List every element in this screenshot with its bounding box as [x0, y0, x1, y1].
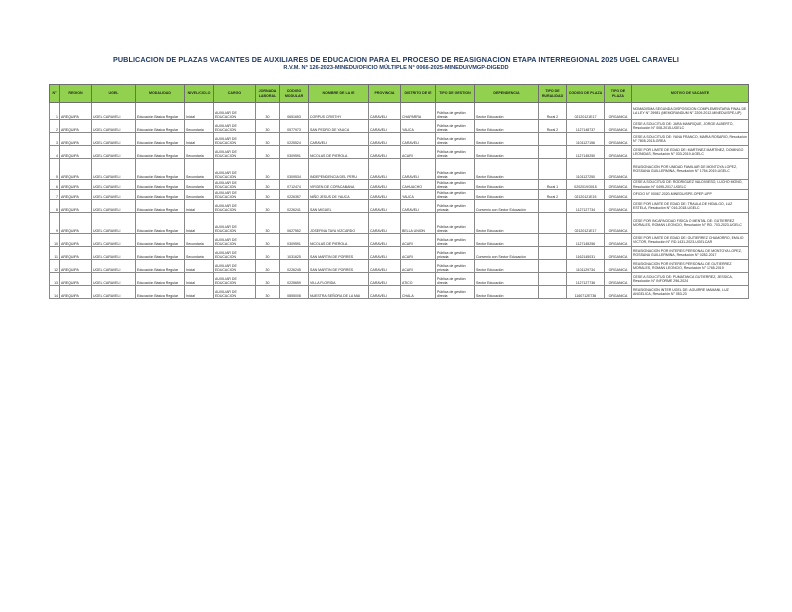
table-cell: SAN MARTIN DE PORRES [309, 260, 369, 273]
table-cell: UGEL CARAVELI [92, 200, 136, 213]
table-cell: AUXILIAR DE EDUCACION [214, 103, 256, 120]
table-cell: CARAVELI [309, 133, 369, 146]
table-row [50, 146, 749, 159]
table-cell: Inicial [185, 286, 214, 299]
table-cell: Pública de gestión directa [436, 133, 475, 146]
table-cell: 0577973 [280, 120, 309, 133]
column-header: DISTRITO DE IE [401, 85, 436, 103]
table-cell: ORGANICA [605, 260, 632, 273]
table-cell: Inicial [185, 260, 214, 273]
table-cell: AREQUIPA [60, 120, 92, 133]
table-cell: Pública de gestión privada [436, 200, 475, 213]
table-cell: CARAVELI [369, 273, 401, 286]
table-cell: CARAVELI [369, 159, 401, 180]
table-cell: 30 [256, 247, 280, 260]
table-cell: VILLA FLORIDA [309, 273, 369, 286]
table-cell: Sector Educación [475, 120, 539, 133]
table-cell: ACARI [401, 260, 436, 273]
table-cell: 7 [50, 190, 60, 200]
table-cell: 11 [50, 247, 60, 260]
table-cell: UGEL CARAVELI [92, 180, 136, 190]
column-header: CODIGO MODULAR [280, 85, 309, 103]
table-cell: CARAVELI [369, 234, 401, 247]
table-cell: 1127127736 [567, 273, 605, 286]
table-cell: CHALA [401, 286, 436, 299]
table-cell: Pública de gestión directa [436, 286, 475, 299]
table-cell: Secundaria [185, 180, 214, 190]
table-cell: AREQUIPA [60, 190, 92, 200]
table-cell: AREQUIPA [60, 180, 92, 190]
table-cell: Pública de gestión directa [436, 213, 475, 234]
table-cell: 0855008 [280, 286, 309, 299]
table-cell: 30 [256, 180, 280, 190]
table-cell: AUXILIAR DE EDUCACION [214, 273, 256, 286]
table-cell: SAN PEDRO DE YAUCA [309, 120, 369, 133]
table-cell: SAN MARTIN DE PORRES [309, 247, 369, 260]
table-cell: 3 [50, 133, 60, 146]
table-cell: 30 [256, 286, 280, 299]
table-cell: CARAVELI [401, 200, 436, 213]
table-cell: 1127127734 [567, 200, 605, 213]
table-cell: CARAVELI [401, 159, 436, 180]
table-cell: 0309534 [280, 159, 309, 180]
table-cell: Sector Educación [475, 159, 539, 180]
table-cell: 12 [50, 260, 60, 273]
table-cell: ORGANICA [605, 273, 632, 286]
table-cell: Educación Básica Regular [136, 180, 185, 190]
table-cell: 30 [256, 146, 280, 159]
table-cell: CESE POR LIMITE DE EDAD DE: MARTINEZ MARTINEZ, DOMINGO LEONIDAS, Resolución N° 033-2019-UGELC [632, 146, 749, 159]
table-cell: CARAVELI [369, 247, 401, 260]
column-header: CARGO [214, 85, 256, 103]
table-cell: 13 [50, 273, 60, 286]
table-cell: 0712474 [280, 180, 309, 190]
table-cell [539, 146, 567, 159]
table-cell: ORGANICA [605, 213, 632, 234]
table-cell: UGEL CARAVELI [92, 120, 136, 133]
table-cell: AUXILIAR DE EDUCACION [214, 180, 256, 190]
table-cell: Educación Básica Regular [136, 260, 185, 273]
table-cell: Inicial [185, 200, 214, 213]
table-cell: SAN MIGUEL [309, 200, 369, 213]
table-cell: Educación Básica Regular [136, 103, 185, 120]
table-cell: 10 [50, 234, 60, 247]
table-cell: UGEL CARAVELI [92, 234, 136, 247]
table-cell: Sector Educación [475, 146, 539, 159]
table-row [50, 103, 749, 120]
table-cell: CESE POR INCAPACIDAD FISICA O MENTAL DE: GUTIERREZ MORALES, ROMAN LEONCIO, Resolución N° RD. 703-2023-UGELC [632, 213, 749, 234]
table-cell: Pública de gestión directa [436, 103, 475, 120]
table-cell: Sector Educación [475, 286, 539, 299]
table-cell: 02120121E15 [567, 190, 605, 200]
table-cell: 0226245 [280, 260, 309, 273]
table-cell: AUXILIAR DE EDUCACION [214, 234, 256, 247]
table-cell: Educación Básica Regular [136, 273, 185, 286]
table-cell: NICOLAS DE PIEROLA [309, 234, 369, 247]
column-header: DEPENDENCIA [475, 85, 539, 103]
table-cell: 1162145031 [567, 247, 605, 260]
table-cell: 1 [50, 103, 60, 120]
table-cell: CARAVELI [369, 180, 401, 190]
table-cell: CARAVELI [369, 146, 401, 159]
table-cell: 30 [256, 273, 280, 286]
table-cell: Sector Educación [475, 260, 539, 273]
table-cell: AREQUIPA [60, 103, 92, 120]
table-cell [539, 200, 567, 213]
table-cell: ACARI [401, 234, 436, 247]
table-row [50, 133, 749, 146]
table-cell: UGEL CARAVELI [92, 213, 136, 234]
table-row [50, 273, 749, 286]
table-cell: 1127145250 [567, 146, 605, 159]
table-cell: CESE A SOLICITUD DE: PUMATANCA GUTIERREZ, JESSICA, Resolución N° INFORME 296-2024 [632, 273, 749, 286]
table-cell: BELLA UNION [401, 213, 436, 234]
table-cell: Educación Básica Regular [136, 286, 185, 299]
table-cell: Secundaria [185, 120, 214, 133]
table-cell: 0225524 [280, 133, 309, 146]
table-row [50, 260, 749, 273]
table-cell: 30 [256, 133, 280, 146]
table-cell: Pública de gestión directa [436, 146, 475, 159]
table-cell: 4 [50, 146, 60, 159]
table-cell: CHAPARRA [401, 103, 436, 120]
table-cell: Educación Básica Regular [136, 200, 185, 213]
column-header: PROVINCIA [369, 85, 401, 103]
table-cell: 0226241 [280, 200, 309, 213]
table-cell: Pública de gestión privada [436, 260, 475, 273]
table-cell: OFICIO N° 00067-2020-MINEDU/SPE-OPEP-UPP [632, 190, 749, 200]
table-cell: ORGANICA [605, 103, 632, 120]
table-cell: ORGANICA [605, 120, 632, 133]
table-cell: AREQUIPA [60, 213, 92, 234]
table-cell: Pública de gestión directa [436, 180, 475, 190]
table-cell: VIRGEN DE COPACABANA [309, 180, 369, 190]
table-cell: CESE POR LIMITE DE EDAD DE: GUTIERREZ CHAMORRO, EMILIO VICTOR, Resolución N° RD.1431-2023-UGELCAR [632, 234, 749, 247]
table-cell: 1031625 [280, 247, 309, 260]
table-cell: AUXILIAR DE EDUCACION [214, 120, 256, 133]
table-cell: 1101127250 [567, 159, 605, 180]
table-cell: 0309591 [280, 234, 309, 247]
table-cell [539, 159, 567, 180]
table-cell: ORGANICA [605, 180, 632, 190]
table-cell: NUESTRA SEÑORA DE LA MAI [309, 286, 369, 299]
table-cell [539, 273, 567, 286]
table-cell: ORGANICA [605, 146, 632, 159]
table-cell: Inicial [185, 213, 214, 234]
table-cell: Secundaria [185, 190, 214, 200]
table-cell: UGEL CARAVELI [92, 247, 136, 260]
table-cell: REASIGNACION INTER UGEL DE: AGUIRRE MAMANI, LUZ ANGELICA, Resolución N° 053-23 [632, 286, 749, 299]
table-cell: Pública de gestión privada [436, 247, 475, 260]
table-cell: AREQUIPA [60, 146, 92, 159]
table-cell: AUXILIAR DE EDUCACION [214, 260, 256, 273]
table-cell: ATICO [401, 273, 436, 286]
table-cell: UGEL CARAVELI [92, 273, 136, 286]
table-cell: 0225659 [280, 273, 309, 286]
table-cell: 0226357 [280, 190, 309, 200]
table-cell: Rural 2 [539, 190, 567, 200]
table-cell: ORGANICA [605, 200, 632, 213]
table-cell: 30 [256, 120, 280, 133]
table-row [50, 190, 749, 200]
table-cell: REASIGNACION POR INTERES PERSONAL DE GUTIERREZ MORALES, ROMAN LEONCIO, Resolución N° 1765-2019 [632, 260, 749, 273]
table-cell: 1127148737 [567, 120, 605, 133]
table-cell: CARAVELI [369, 213, 401, 234]
table-cell: NOMADISMA SEGUNDA DISPOSICION COMPLEMENTARIA FINAL DE LA LEY N° 29981 (MEMORANDUM N° 2209-2012-MINEDU/SPE-UP) [632, 103, 749, 120]
table-cell: ORGANICA [605, 133, 632, 146]
table-cell: AUXILIAR DE EDUCACION [214, 159, 256, 180]
table-cell: Educación Básica Regular [136, 120, 185, 133]
table-cell: UGEL CARAVELI [92, 159, 136, 180]
table-cell: 30 [256, 103, 280, 120]
table-cell [539, 213, 567, 234]
table-cell: AREQUIPA [60, 159, 92, 180]
table-cell: 0309591 [280, 146, 309, 159]
table-cell: JOSEFINA TAYA VIZCARDO [309, 213, 369, 234]
table-cell: CARAVELI [401, 133, 436, 146]
column-header: TIPO DE RURALIDAD [539, 85, 567, 103]
table-cell: 1160712E736 [567, 286, 605, 299]
table-cell: 14 [50, 286, 60, 299]
table-cell: Convenio con Sector Educación [475, 200, 539, 213]
table-row [50, 213, 749, 234]
column-header: UGEL [92, 85, 136, 103]
table-cell: ORGANICA [605, 286, 632, 299]
table-cell: CARAVELI [369, 120, 401, 133]
table-cell: 5 [50, 159, 60, 180]
table-cell: CARAVELI [369, 200, 401, 213]
table-cell: AUXILIAR DE EDUCACION [214, 190, 256, 200]
table-cell: Secundaria [185, 234, 214, 247]
table-cell: Rural 2 [539, 103, 567, 120]
table-cell: CESE A SOLICITUD DE: YANA FRANCO, MARIA ROSARIO, Resolución N° 7805-2015-GREA [632, 133, 749, 146]
column-header: MODALIDAD [136, 85, 185, 103]
table-cell: AUXILIAR DE EDUCACION [214, 133, 256, 146]
table-cell: CESE A SOLICITUD DE: JARA MANRIQUE, JORGE ALBERTO, Resolución N° 008-2015-UGELC [632, 120, 749, 133]
column-header: NOMBRE DE LA IE [309, 85, 369, 103]
column-header: REGION [60, 85, 92, 103]
table-cell: 30 [256, 213, 280, 234]
table-cell: 30 [256, 234, 280, 247]
table-row [50, 234, 749, 247]
table-cell: UGEL CARAVELI [92, 190, 136, 200]
table-cell [539, 133, 567, 146]
page-title: PUBLICACION DE PLAZAS VACANTES DE AUXILIARES DE EDUCACION PARA EL PROCESO DE REASIGNACION ETAPA INTERREGIONAL 2025 UGEL CARAVELI [112, 55, 680, 64]
table-cell: Educación Básica Regular [136, 234, 185, 247]
table-cell: 1101127156 [567, 133, 605, 146]
column-header: TIPO DE PLAZA [605, 85, 632, 103]
table-cell: CESE A SOLICITUD DE: RODRIGUEZ VALDIVIESO, LUCHO MONO, Resolución N° 0495-2017-UGELC [632, 180, 749, 190]
table-cell: 0627552 [280, 213, 309, 234]
table-cell: UGEL CARAVELI [92, 103, 136, 120]
table-cell: AREQUIPA [60, 260, 92, 273]
table-cell: 0202019/3015 [567, 180, 605, 190]
page-subtitle: R.V.M. N° 126-2023-MINEDU/OFICIO MÚLTIPLE N° 0066-2025-MINEDU/VMGP-DIGEDD [283, 65, 509, 71]
table-cell: Educación Básica Regular [136, 133, 185, 146]
table-cell: CARAVELI [369, 190, 401, 200]
table-cell: AREQUIPA [60, 234, 92, 247]
table-cell: NIÑO JESUS DE YAUCA [309, 190, 369, 200]
table-cell: Educación Básica Regular [136, 247, 185, 260]
table-cell: Rural 2 [539, 120, 567, 133]
table-cell: Inicial [185, 103, 214, 120]
table-row [50, 159, 749, 180]
table-cell: AUXILIAR DE EDUCACION [214, 247, 256, 260]
table-cell: AUXILIAR DE EDUCACION [214, 286, 256, 299]
table-cell: 1101129734 [567, 260, 605, 273]
column-header: TIPO DE GESTION [436, 85, 475, 103]
table-cell: Sector Educación [475, 273, 539, 286]
table-cell: NICOLAS DE PIEROLA [309, 146, 369, 159]
table-cell: Sector Educación [475, 103, 539, 120]
table-header-row [50, 85, 749, 103]
table-cell: Inicial [185, 273, 214, 286]
table-row [50, 120, 749, 133]
table-cell: Secundaria [185, 146, 214, 159]
table-cell: Educación Básica Regular [136, 146, 185, 159]
table-cell: 30 [256, 190, 280, 200]
table-cell [539, 286, 567, 299]
table-cell: YAUCA [401, 120, 436, 133]
table-cell: CARAVELI [369, 103, 401, 120]
table-cell: AREQUIPA [60, 286, 92, 299]
table-cell: CARAVELI [369, 286, 401, 299]
column-header: N° [50, 85, 60, 103]
table-cell: 8 [50, 200, 60, 213]
table-cell: UGEL CARAVELI [92, 133, 136, 146]
table-cell: Pública de gestión directa [436, 273, 475, 286]
table-cell: REASIGNACION POR INTERES PERSONAL DE MONTOYA LOPEZ, ROSSANA GUILLERMINA, Resolución N° 0282-2017 [632, 247, 749, 260]
table-cell: Secundaria [185, 247, 214, 260]
table-row [50, 180, 749, 190]
table-cell: ORGANICA [605, 159, 632, 180]
table-cell: Educación Básica Regular [136, 213, 185, 234]
column-header: CODIGO DE PLAZA [567, 85, 605, 103]
table-cell: AUXILIAR DE EDUCACION [214, 213, 256, 234]
table-row [50, 286, 749, 299]
table-cell: REASIGNACION POR UNIDAD FAMILIAR DE MONTOYA LOPEZ, ROSSANA GUILLERMINA, Resolución N° 1754-2019-UGELC [632, 159, 749, 180]
table-row [50, 200, 749, 213]
table-cell: Educación Básica Regular [136, 190, 185, 200]
table-cell: UGEL CARAVELI [92, 286, 136, 299]
table-cell: Sector Educación [475, 133, 539, 146]
table-cell [539, 260, 567, 273]
table-cell: 1127145256 [567, 234, 605, 247]
table-cell: Pública de gestión directa [436, 234, 475, 247]
table-cell: AREQUIPA [60, 200, 92, 213]
table-cell: INDEPENDENCIA DEL PERU [309, 159, 369, 180]
table-cell: 0651653 [280, 103, 309, 120]
table-cell: 9 [50, 213, 60, 234]
table-cell: Sector Educación [475, 213, 539, 234]
table-cell: Pública de gestión directa [436, 120, 475, 133]
table-cell: CORPUS CRISTHY [309, 103, 369, 120]
table-cell: 02120121E17 [567, 213, 605, 234]
column-header: NIVEL/CICLO [185, 85, 214, 103]
table-cell: 30 [256, 260, 280, 273]
table-cell: YAUCA [401, 190, 436, 200]
column-header: MOTIVO DE VACANTE [632, 85, 749, 103]
table-cell: UGEL CARAVELI [92, 146, 136, 159]
column-header: JORNADA LABORAL [256, 85, 280, 103]
table-cell: CARAVELI [369, 260, 401, 273]
table-cell: ORGANICA [605, 247, 632, 260]
table-cell: CESE POR LIMITE DE EDAD DE: TRAULA DE HIDALGO, LUZ ESTELA, Resolución N° 016-2018-UGELC [632, 200, 749, 213]
table-cell: AREQUIPA [60, 133, 92, 146]
table-cell: AREQUIPA [60, 247, 92, 260]
table-cell: CAHUACHO [401, 180, 436, 190]
table-cell: AUXILIAR DE EDUCACION [214, 200, 256, 213]
table-cell: 2 [50, 120, 60, 133]
table-cell: 30 [256, 159, 280, 180]
table-cell: UGEL CARAVELI [92, 260, 136, 273]
table-cell: 6 [50, 180, 60, 190]
table-cell: ACARI [401, 247, 436, 260]
table-cell: Secundaria [185, 159, 214, 180]
table-cell: ORGANICA [605, 190, 632, 200]
table-cell: ORGANICA [605, 234, 632, 247]
table-cell: Inicial [185, 133, 214, 146]
table-cell: Sector Educación [475, 234, 539, 247]
table-cell: Educación Básica Regular [136, 159, 185, 180]
table-cell: Convenio con Sector Educación [475, 247, 539, 260]
vacancies-table [49, 84, 749, 299]
table-body [50, 103, 749, 299]
table-cell: ACARI [401, 146, 436, 159]
table-cell: Pública de gestión directa [436, 190, 475, 200]
table-row [50, 247, 749, 260]
table-cell: 30 [256, 200, 280, 213]
table-cell: AREQUIPA [60, 273, 92, 286]
table-cell: CARAVELI [369, 133, 401, 146]
table-cell: Rural 1 [539, 180, 567, 190]
table-cell: Pública de gestión directa [436, 159, 475, 180]
table-cell [539, 234, 567, 247]
table-cell: Sector Educación [475, 180, 539, 190]
table-cell [539, 247, 567, 260]
table-cell: 02120121E17 [567, 103, 605, 120]
table-cell: AUXILIAR DE EDUCACION [214, 146, 256, 159]
table-cell: Sector Educación [475, 190, 539, 200]
